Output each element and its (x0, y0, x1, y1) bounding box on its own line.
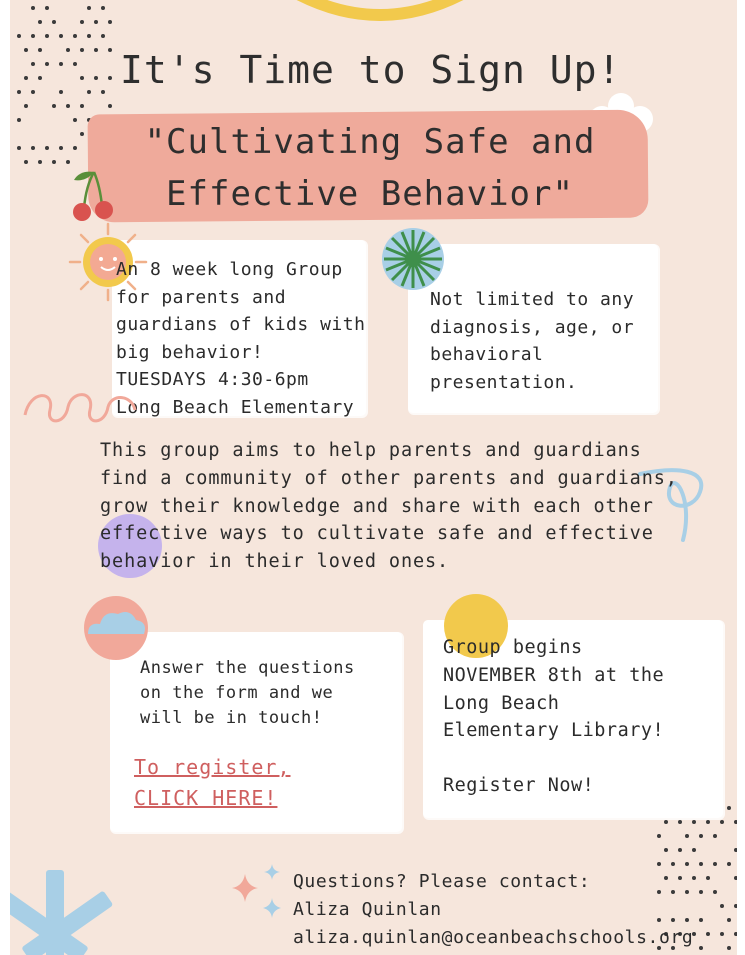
flyer-page (10, 0, 737, 955)
dot (734, 876, 737, 880)
text-line: NOVEMBER 8th at the (443, 664, 665, 686)
dot (101, 90, 105, 94)
dot (685, 834, 689, 838)
cloud-icon (82, 594, 150, 662)
dot (108, 104, 112, 108)
dot (664, 820, 668, 824)
dot (713, 890, 717, 894)
dot (734, 820, 737, 824)
dot (59, 62, 63, 66)
dot (706, 932, 710, 936)
text-line: big behavior! (116, 341, 264, 363)
dot (31, 34, 35, 38)
register-link-line[interactable]: To register, (134, 755, 291, 779)
text-line: behavior in their loved ones. (100, 551, 450, 573)
text-line: behavioral (430, 344, 544, 365)
text-line: Long Beach (443, 692, 560, 714)
dot (73, 118, 77, 122)
text-line: grow their knowledge and share with each other (100, 495, 654, 517)
dot (727, 862, 731, 866)
dot (727, 806, 731, 810)
dot (664, 848, 668, 852)
contact-info (293, 868, 693, 952)
dot (52, 160, 56, 164)
dot (671, 862, 675, 866)
text-line: Group begins (443, 637, 583, 658)
register-link[interactable] (134, 752, 291, 814)
contact-name: Aliza Quinlan (293, 899, 442, 920)
dot (80, 76, 84, 80)
dot (720, 932, 724, 936)
starburst-icon (10, 860, 130, 955)
dot (657, 862, 661, 866)
dot (73, 34, 77, 38)
text-line: diagnosis, age, or (430, 316, 635, 338)
dot (80, 104, 84, 108)
dot (45, 34, 49, 38)
dot (713, 834, 717, 838)
dot (80, 132, 84, 136)
text-line: effective ways to cultivate safe and effective (100, 523, 654, 545)
dot (734, 848, 737, 852)
dot (45, 6, 49, 10)
dot (692, 848, 696, 852)
text-line: Elementary Library! (443, 720, 665, 742)
form-instructions (140, 656, 355, 731)
cherries-icon (68, 168, 120, 224)
dot (692, 820, 696, 824)
dot (17, 34, 21, 38)
dot (66, 48, 70, 52)
dot (87, 6, 91, 10)
sparkle-icon (230, 862, 290, 928)
dot (80, 20, 84, 24)
dot (24, 48, 28, 52)
dot (678, 820, 682, 824)
dot (101, 6, 105, 10)
dot (699, 834, 703, 838)
page-title: It's Time to Sign Up! (120, 48, 622, 92)
dot (734, 904, 737, 908)
dot (734, 932, 737, 936)
dot (38, 160, 42, 164)
dot (699, 890, 703, 894)
dot (45, 62, 49, 66)
dot (52, 20, 56, 24)
dot (699, 946, 703, 950)
dot (73, 146, 77, 150)
dot (17, 118, 21, 122)
dot (727, 918, 731, 922)
dot (94, 48, 98, 52)
dot (59, 34, 63, 38)
register-link-line[interactable]: CLICK HERE! (134, 786, 278, 810)
dot (31, 62, 35, 66)
program-title (110, 116, 630, 220)
dot (17, 146, 21, 150)
dot (31, 146, 35, 150)
group-info-text (116, 256, 365, 421)
text-line: find a community of other parents and guardians, (100, 467, 678, 489)
dot (108, 20, 112, 24)
dot (87, 90, 91, 94)
dot (45, 146, 49, 150)
dot (66, 104, 70, 108)
dot (720, 904, 724, 908)
text-line: This group aims to help parents and guardians (100, 440, 642, 461)
text-line: presentation. (430, 371, 578, 393)
dot (66, 160, 70, 164)
dot (94, 76, 98, 80)
dot (52, 104, 56, 108)
dot (87, 34, 91, 38)
dot (24, 76, 28, 80)
dot (713, 862, 717, 866)
description (100, 437, 678, 576)
dot (59, 90, 63, 94)
dot (80, 48, 84, 52)
dot (699, 918, 703, 922)
squiggle-icon (20, 385, 140, 430)
text-line: Not limited to any (430, 289, 635, 310)
dot (38, 20, 42, 24)
program-title-line: Effective Behavior" (166, 174, 574, 214)
start-date-text (443, 634, 664, 745)
dot (24, 104, 28, 108)
dot (73, 62, 77, 66)
dot (94, 20, 98, 24)
sun-arc-icon (240, 0, 520, 50)
scope-text (430, 286, 634, 396)
dot (31, 90, 35, 94)
dot (657, 834, 661, 838)
dot (38, 76, 42, 80)
dot (108, 48, 112, 52)
text-line: guardians of kids with (116, 314, 366, 335)
contact-email[interactable]: aliza.quinlan@oceanbeachschools.org (293, 927, 694, 948)
text-line: Long Beach Elementary (116, 396, 355, 418)
contact-prompt: Questions? Please contact: (293, 871, 591, 892)
dot (685, 862, 689, 866)
text-line: An 8 week long Group (116, 259, 343, 280)
dot (59, 146, 63, 150)
program-title-line: "Cultivating Safe and (144, 122, 596, 162)
text-line: will be in touch! (140, 708, 323, 728)
dot (101, 34, 105, 38)
dot (38, 48, 42, 52)
green-burst-icon (380, 226, 446, 292)
dot (727, 946, 731, 950)
dot (678, 848, 682, 852)
dot (31, 6, 35, 10)
dot (706, 820, 710, 824)
text-line: TUESDAYS 4:30-6pm (116, 369, 309, 390)
dot (720, 820, 724, 824)
text-line: on the form and we (140, 683, 334, 703)
register-now-text: Register Now! (443, 775, 595, 796)
dot (699, 862, 703, 866)
dot (17, 90, 21, 94)
dot (706, 876, 710, 880)
text-line: Answer the questions (140, 658, 355, 678)
dot (108, 76, 112, 80)
dot (24, 160, 28, 164)
text-line: for parents and (116, 286, 287, 308)
